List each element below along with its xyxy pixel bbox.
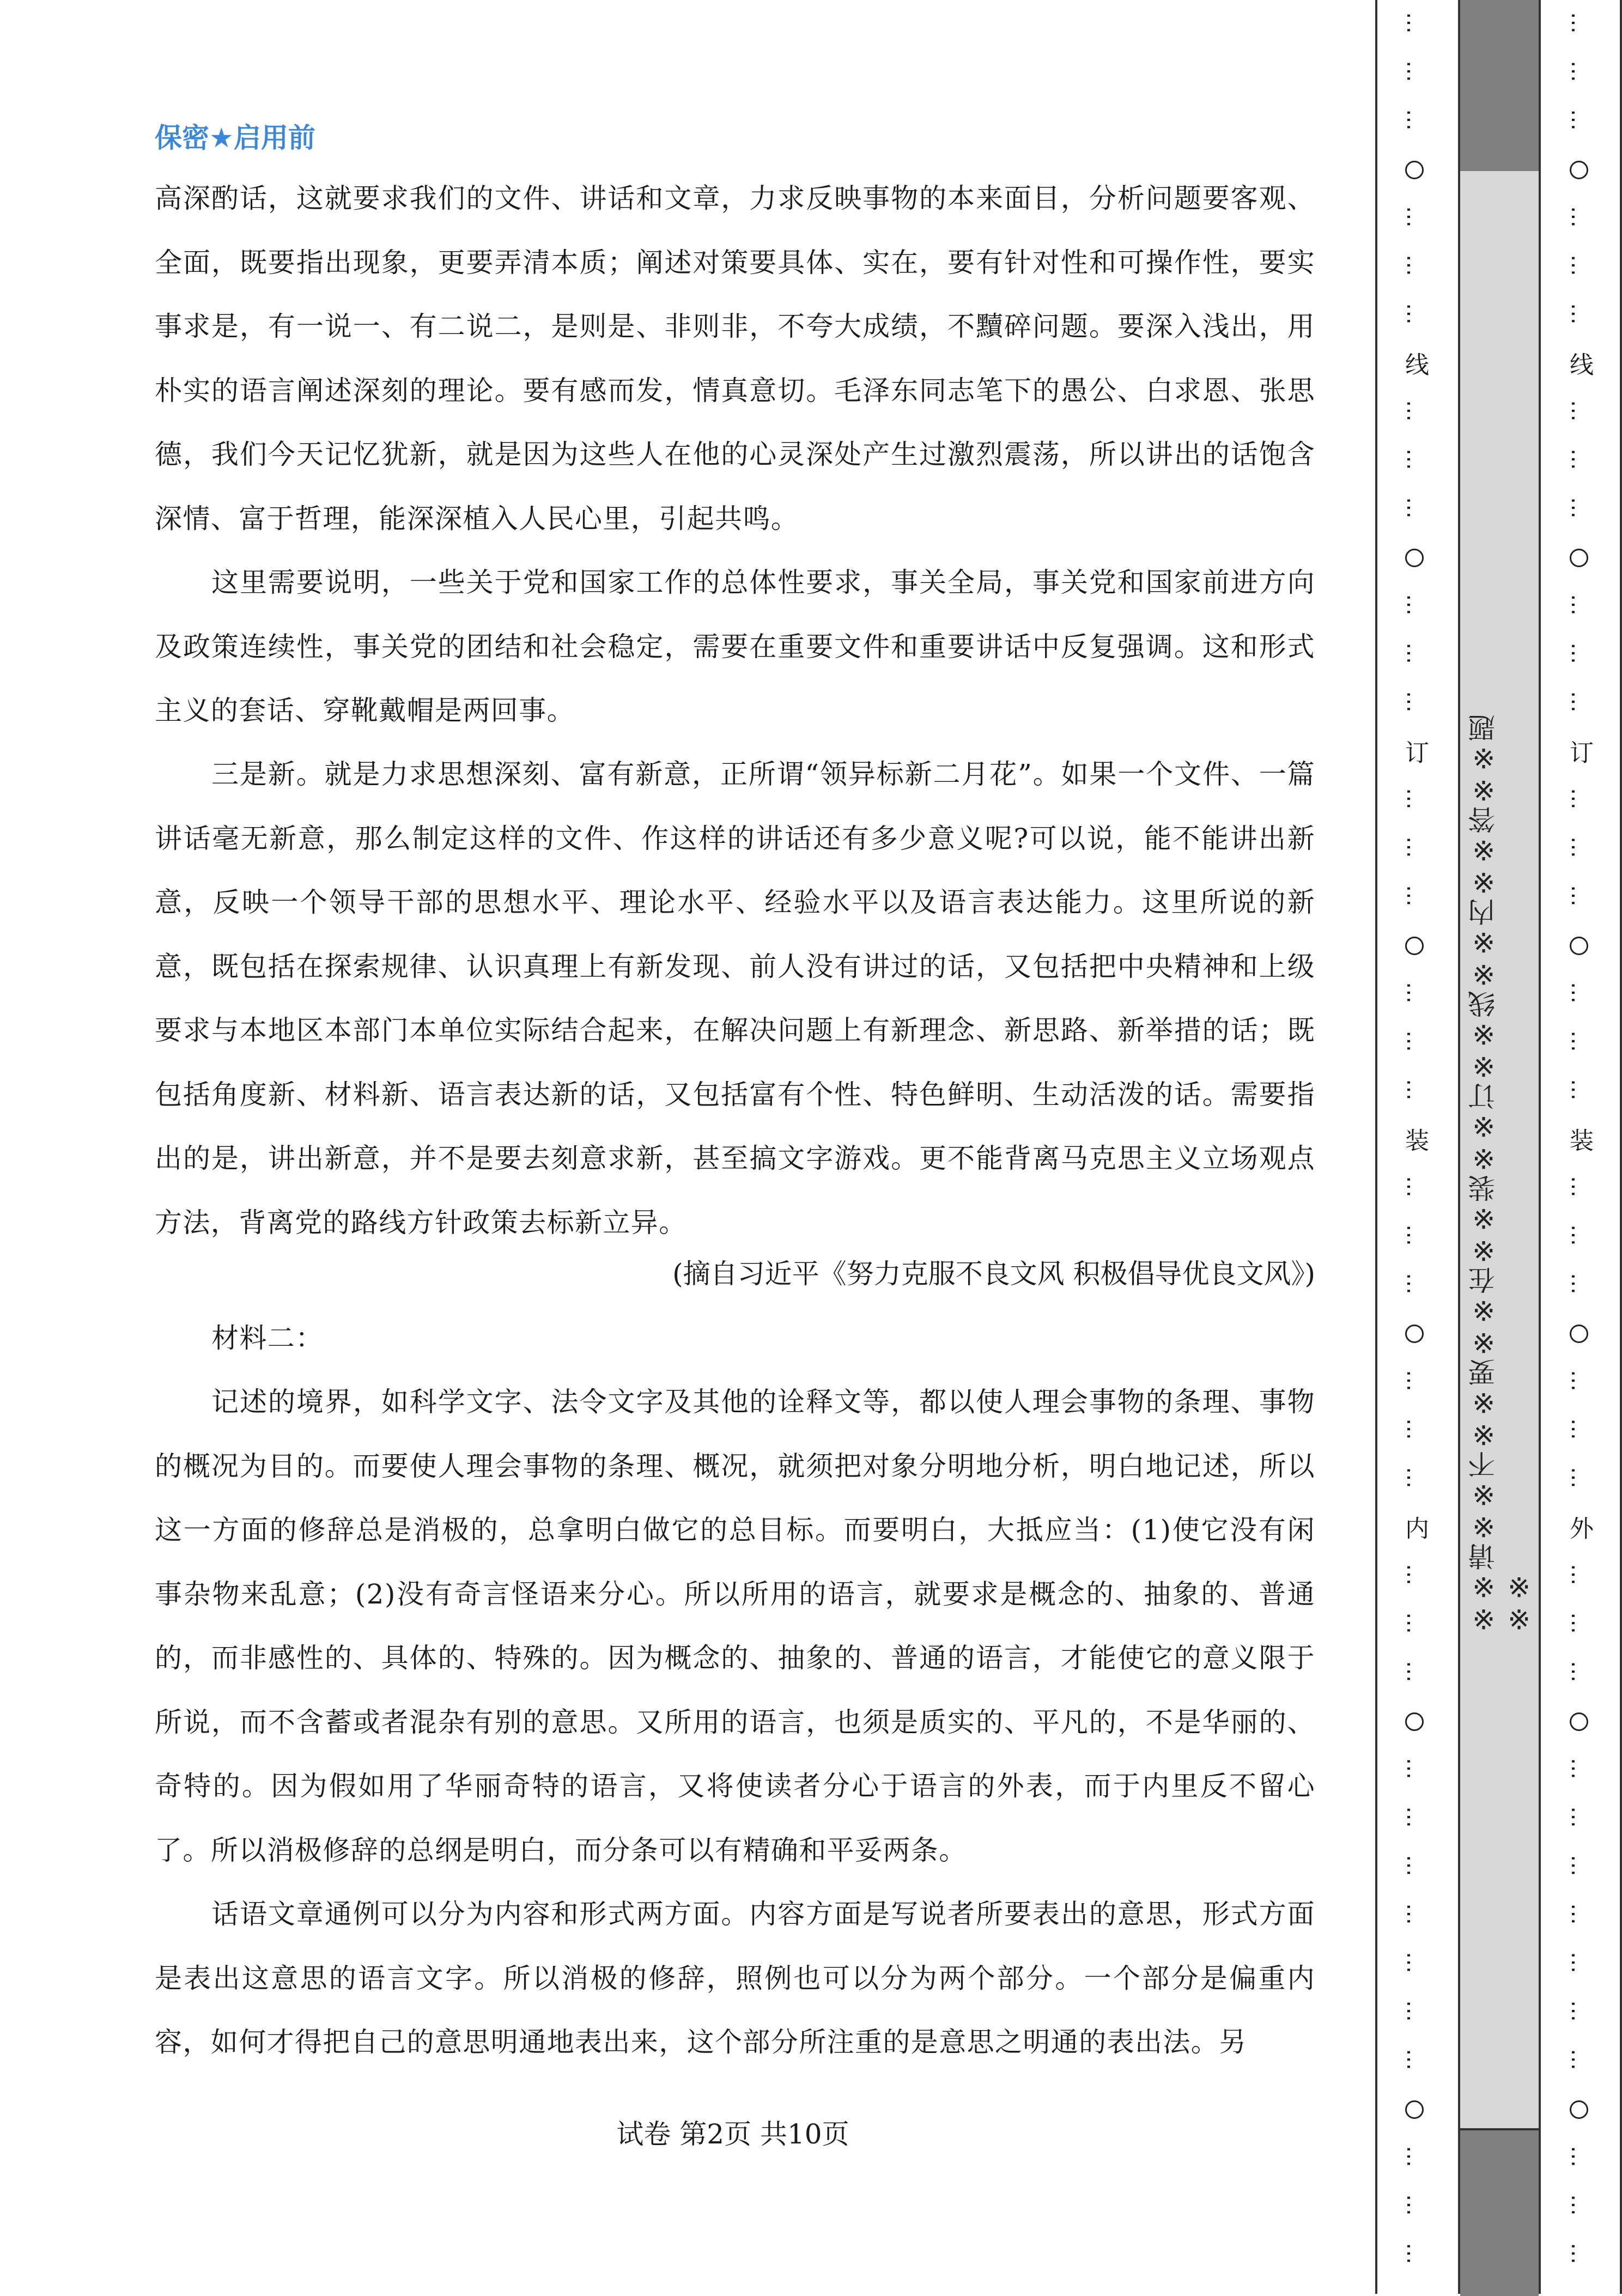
outer-cut-cell [1568,97,1590,145]
outer-cut-cell [1568,1600,1590,1649]
inner-cut-circle-icon [1405,549,1424,567]
outer-cut-cell [1565,1115,1593,1164]
inner-cut-dots: … [1402,787,1427,813]
inner-cut-dots: … [1402,205,1427,231]
inner-cut-dots: … [1402,1272,1427,1298]
inner-cut-mark: 装 [1401,1127,1429,1152]
inner-cut-dots: … [1402,1369,1427,1395]
inner-cut-cell [1404,1455,1425,1503]
binding-band [1458,0,1541,2294]
outer-cut-cell [1568,1552,1590,1600]
outer-cut-dots: … [1566,108,1591,134]
inner-cut-cell [1404,2134,1425,2182]
outer-cut-cell [1568,485,1590,533]
inner-cut-cell [1404,1794,1425,1843]
outer-cut-cell [1568,679,1590,727]
outer-cut-mark: 装 [1565,1127,1593,1152]
outer-cut-cell [1568,1067,1590,1115]
outer-cut-cell [1570,921,1588,970]
inner-cut-dots: … [1402,1806,1427,1831]
outer-cut-dots: … [1566,1369,1591,1395]
inner-cut-cell [1404,1212,1425,1261]
outer-cut-cell [1568,1164,1590,1212]
outer-cut-dots: … [1566,2000,1591,2025]
outer-cut-dots: … [1566,1175,1591,1201]
outer-cut-cell [1568,388,1590,436]
outer-cut-dots: … [1566,1224,1591,1249]
outer-cut-dots: … [1566,1806,1591,1831]
inner-cut-dots: … [1402,642,1427,667]
inner-cut-circle-icon [1405,937,1424,955]
outer-dotted-cut-line [1562,0,1596,2294]
inner-cut-dots: … [1402,1175,1427,1201]
inner-cut-cell [1404,776,1425,824]
outer-cut-cell [1568,1358,1590,1406]
outer-cut-dots: … [1566,60,1591,86]
paragraph-content-form: 话语文章通例可以分为内容和形式两方面。内容方面是写说者所要表出的意思，形式方面是表出这意思的语言文字。所以消极的修辞，照例也可以分为两个部分。一个部分是偏重内容，如何才得把自己的意思明通地表出来，这个部分所注重的是意思之明通的表出法。另 [155,1898,1315,2058]
outer-cut-cell [1568,2182,1590,2231]
inner-cut-cell [1404,1891,1425,1940]
inner-cut-cell [1404,2037,1425,2085]
outer-cut-cell [1568,1649,1590,1697]
outer-cut-dots: … [1566,690,1591,716]
inner-cut-dots: … [1402,981,1427,1007]
outer-cut-dots: … [1566,642,1591,667]
outer-cut-circle-icon [1570,937,1588,955]
inner-cut-cell [1404,388,1425,436]
outer-cut-mark: 外 [1565,1515,1593,1540]
band-bottom-block [1460,2128,1539,2296]
inner-cut-cell [1404,630,1425,679]
inner-cut-cell [1404,436,1425,485]
inner-cut-cell [1404,1940,1425,1988]
inner-cut-cell [1405,533,1424,582]
inner-cut-cell [1404,1843,1425,1891]
inner-cut-cell [1404,1406,1425,1455]
paragraph-narrative-realm: 记述的境界，如科学文字、法令文字及其他的诠释文等，都以使人理会事物的条理、事物的概况为目的。而要使人理会事物的条理、概况，就须把对象分明地分析，明白地记述，所以这一方面的修辞总是消极的，总拿明白做它的总目标。而要明白，大抵应当：(1)使它没有闲事杂物来乱意；(2)没有奇言怪语来分心。所以所用的语言，就要求是概念的、抽象的、普通的，而非感性的、具体的、特殊的。因为概念的、抽象的、普通的语言，才能使它的意义限于所说，而不含蓄或者混杂有别的意思。又所用的语言，也须是质实的、平凡的，不是华丽的、奇特的。因为假如用了华丽奇特的语言，又将使读者分心于语言的外表，而于内里反不留心了。所以消极修辞的总纲是明白，而分条可以有精确和平妥两条。 [155,1386,1315,1866]
inner-cut-dots: … [1402,690,1427,716]
outer-cut-cell [1568,1261,1590,1309]
material-two-heading: 材料二： [211,1322,324,1354]
inner-cut-dots: … [1402,1030,1427,1055]
inner-cut-dots: … [1402,1563,1427,1589]
inner-cut-dots: … [1402,11,1427,37]
inner-cut-cell [1404,97,1425,145]
outer-cut-dots: … [1566,399,1591,425]
inner-cut-cell [1404,2231,1425,2279]
inner-dotted-cut-line [1397,0,1432,2294]
outer-cut-cell [1570,145,1588,194]
inner-cut-cell [1404,2182,1425,2231]
inner-cut-dots: … [1402,1224,1427,1249]
outer-cut-cell [1568,48,1590,97]
inner-cut-cell [1404,582,1425,630]
outer-cut-dots: … [1566,254,1591,280]
outer-cut-cell [1568,1212,1590,1261]
outer-cut-cell [1568,824,1590,873]
inner-cut-dots: … [1402,1466,1427,1492]
outer-cut-dots: … [1566,836,1591,861]
inner-cut-dots: … [1402,2242,1427,2268]
outer-cut-cell [1565,727,1593,776]
inner-cut-cell [1405,1697,1424,1746]
outer-cut-cell [1568,2231,1590,2279]
inner-cut-cell [1404,1552,1425,1600]
outer-cut-dots: … [1566,1854,1591,1880]
inner-cut-circle-icon [1405,2100,1424,2119]
binding-border-left [1375,0,1377,2294]
outer-cut-cell [1568,242,1590,291]
inner-cut-dots: … [1402,1951,1427,1977]
page-footer: 试卷 第2页 共10页 [616,2118,849,2150]
inner-cut-mark: 内 [1401,1515,1429,1540]
outer-cut-dots: … [1566,448,1591,473]
outer-cut-dots: … [1566,1612,1591,1637]
outer-cut-dots: … [1566,2048,1591,2074]
outer-cut-dots: … [1566,1903,1591,1928]
inner-cut-cell [1401,1115,1429,1164]
inner-cut-dots: … [1402,60,1427,86]
inner-cut-circle-icon [1405,1325,1424,1343]
outer-cut-cell [1568,1455,1590,1503]
inner-cut-cell [1405,2085,1424,2134]
inner-cut-dots: … [1402,448,1427,473]
inner-cut-cell [1404,1067,1425,1115]
inner-cut-dots: … [1402,1903,1427,1928]
outer-cut-dots: … [1566,1951,1591,1977]
outer-cut-dots: … [1566,1466,1591,1492]
outer-cut-cell [1568,1988,1590,2037]
outer-cut-dots: … [1566,1078,1591,1104]
inner-cut-cell [1405,145,1424,194]
inner-cut-cell [1404,1649,1425,1697]
outer-cut-dots: … [1566,1418,1591,1443]
outer-cut-circle-icon [1570,1712,1588,1731]
outer-cut-cell [1568,630,1590,679]
inner-cut-dots: … [1402,2145,1427,2171]
inner-cut-cell [1404,485,1425,533]
inner-cut-cell [1404,824,1425,873]
outer-cut-cell [1570,2085,1588,2134]
band-top-block [1460,0,1539,173]
outer-cut-dots: … [1566,1660,1591,1686]
inner-cut-dots: … [1402,2048,1427,2074]
inner-cut-mark: 线 [1401,351,1429,376]
paragraph-explanation: 这里需要说明，一些关于党和国家工作的总体性要求，事关全局，事关党和国家前进方向及政策连续性，事关党的团结和社会稳定，需要在重要文件和重要讲话中反复强调。这和形式主义的套话、穿靴戴帽是两回事。 [155,567,1315,726]
outer-cut-cell [1568,436,1590,485]
outer-cut-dots: … [1566,1272,1591,1298]
outer-cut-circle-icon [1570,161,1588,179]
inner-cut-cell [1404,291,1425,339]
outer-cut-mark: 订 [1565,739,1593,764]
paragraph-new-ideas: 三是新。就是力求思想深刻、富有新意，正所谓“领异标新二月花”。如果一个文件、一篇讲话毫无新意，那么制定这样的文件、作这样的讲话还有多少意义呢?可以说，能不能讲出新意，反映一个领导干部的思想水平、理论水平、经验水平以及语言表达能力。这里所说的新意，既包括在探索规律、认识真理上有新发现、前人没有讲过的话，又包括把中央精神和上级要求与本地区本部门本单位实际结合起来，在解决问题上有新理念、新思路、新举措的话；既包括角度新、材料新、语言表达新的话，又包括富有个性、特色鲜明、生动活泼的话。需要指出的是，讲出新意，并不是要去刻意求新，甚至搞文字游戏。更不能背离马克思主义立场观点方法，背离党的路线方针政策去标新立异。 [155,758,1315,1238]
inner-cut-cell [1404,1164,1425,1212]
outer-cut-cell [1568,776,1590,824]
inner-cut-dots: … [1402,254,1427,280]
outer-cut-dots: … [1566,302,1591,328]
inner-cut-cell [1401,1503,1429,1552]
inner-cut-dots: … [1402,1854,1427,1880]
outer-cut-cell [1565,339,1593,388]
outer-cut-dots: … [1566,884,1591,910]
inner-cut-cell [1404,194,1425,242]
inner-cut-cell [1405,921,1424,970]
inner-cut-dots: … [1402,2000,1427,2025]
inner-cut-dots: … [1402,2194,1427,2219]
inner-cut-dots: … [1402,1660,1427,1686]
outer-cut-cell [1568,1843,1590,1891]
inner-cut-dots: … [1402,302,1427,328]
outer-cut-cell [1568,1746,1590,1794]
inner-cut-circle-icon [1405,161,1424,179]
citation: (摘自习近平《努力克服不良文风 积极倡导优良文风》) [672,1258,1315,1290]
binding-border-right [1620,0,1622,2294]
outer-cut-dots: … [1566,11,1591,37]
outer-cut-dots: … [1566,1030,1591,1055]
inner-cut-cell [1404,1358,1425,1406]
inner-cut-dots: … [1402,1418,1427,1443]
outer-cut-dots: … [1566,1757,1591,1783]
outer-cut-cell [1568,970,1590,1018]
inner-cut-cell [1404,0,1425,48]
inner-cut-dots: … [1402,399,1427,425]
inner-cut-dots: … [1402,1078,1427,1104]
inner-cut-cell [1404,1018,1425,1067]
outer-cut-cell [1568,0,1590,48]
no-answer-warning: ※※请※※不※※要※※在※※装※※订※※线※※内※※答※※题※※ [1468,714,1535,1635]
outer-cut-cell [1568,1794,1590,1843]
outer-cut-circle-icon [1570,549,1588,567]
outer-cut-cell [1570,1697,1588,1746]
outer-cut-cell [1568,1018,1590,1067]
outer-cut-dots: … [1566,2194,1591,2219]
outer-cut-cell [1570,533,1588,582]
outer-cut-dots: … [1566,2242,1591,2268]
outer-cut-cell [1568,291,1590,339]
inner-cut-dots: … [1402,1612,1427,1637]
inner-cut-cell [1404,1988,1425,2037]
inner-cut-circle-icon [1405,1712,1424,1731]
outer-cut-dots: … [1566,593,1591,619]
outer-cut-dots: … [1566,496,1591,522]
outer-cut-dots: … [1566,205,1591,231]
inner-cut-cell [1404,679,1425,727]
outer-cut-cell [1570,1309,1588,1358]
outer-cut-cell [1565,1503,1593,1552]
inner-cut-cell [1404,1600,1425,1649]
inner-cut-dots: … [1402,496,1427,522]
outer-cut-circle-icon [1570,1325,1588,1343]
outer-cut-cell [1568,194,1590,242]
outer-cut-cell [1568,2037,1590,2085]
inner-cut-cell [1404,970,1425,1018]
outer-cut-cell [1568,1940,1590,1988]
outer-cut-mark: 线 [1565,351,1593,376]
outer-cut-cell [1568,873,1590,921]
outer-cut-cell [1568,1891,1590,1940]
confidential-header: 保密★启用前 [155,122,315,154]
inner-cut-dots: … [1402,108,1427,134]
outer-cut-cell [1568,582,1590,630]
paragraph-continuation: 高深酌话，这就要求我们的文件、讲话和文章，力求反映事物的本来面目，分析问题要客观、全面，既要指出现象，更要弄清本质；阐述对策要具体、实在，要有针对性和可操作性，要实事求是，有一说一、有二说二，是则是、非则非，不夸大成绩，不黷碎问题。要深入浅出，用朴实的语言阐述深刻的理论。要有感而发，情真意切。毛泽东同志笔下的愚公、白求恩、张思德，我们今天记忆犹新，就是因为这些人在他的心灵深处产生过激烈震荡，所以讲出的话饱含深情、富于哲理，能深深植入人民心里，引起共鸣。 [155,183,1315,534]
inner-cut-dots: … [1402,884,1427,910]
inner-cut-cell [1401,339,1429,388]
outer-cut-dots: … [1566,2145,1591,2171]
inner-cut-cell [1404,1746,1425,1794]
inner-cut-dots: … [1402,836,1427,861]
outer-cut-cell [1568,2134,1590,2182]
outer-cut-dots: … [1566,1563,1591,1589]
inner-cut-cell [1404,242,1425,291]
outer-cut-cell [1568,1406,1590,1455]
inner-cut-cell [1401,727,1429,776]
inner-cut-dots: … [1402,1757,1427,1783]
outer-cut-circle-icon [1570,2100,1588,2119]
inner-cut-cell [1405,1309,1424,1358]
inner-cut-cell [1404,48,1425,97]
inner-cut-cell [1404,1261,1425,1309]
inner-cut-dots: … [1402,593,1427,619]
inner-cut-mark: 订 [1401,739,1429,764]
outer-cut-dots: … [1566,787,1591,813]
inner-cut-cell [1404,873,1425,921]
outer-cut-dots: … [1566,981,1591,1007]
